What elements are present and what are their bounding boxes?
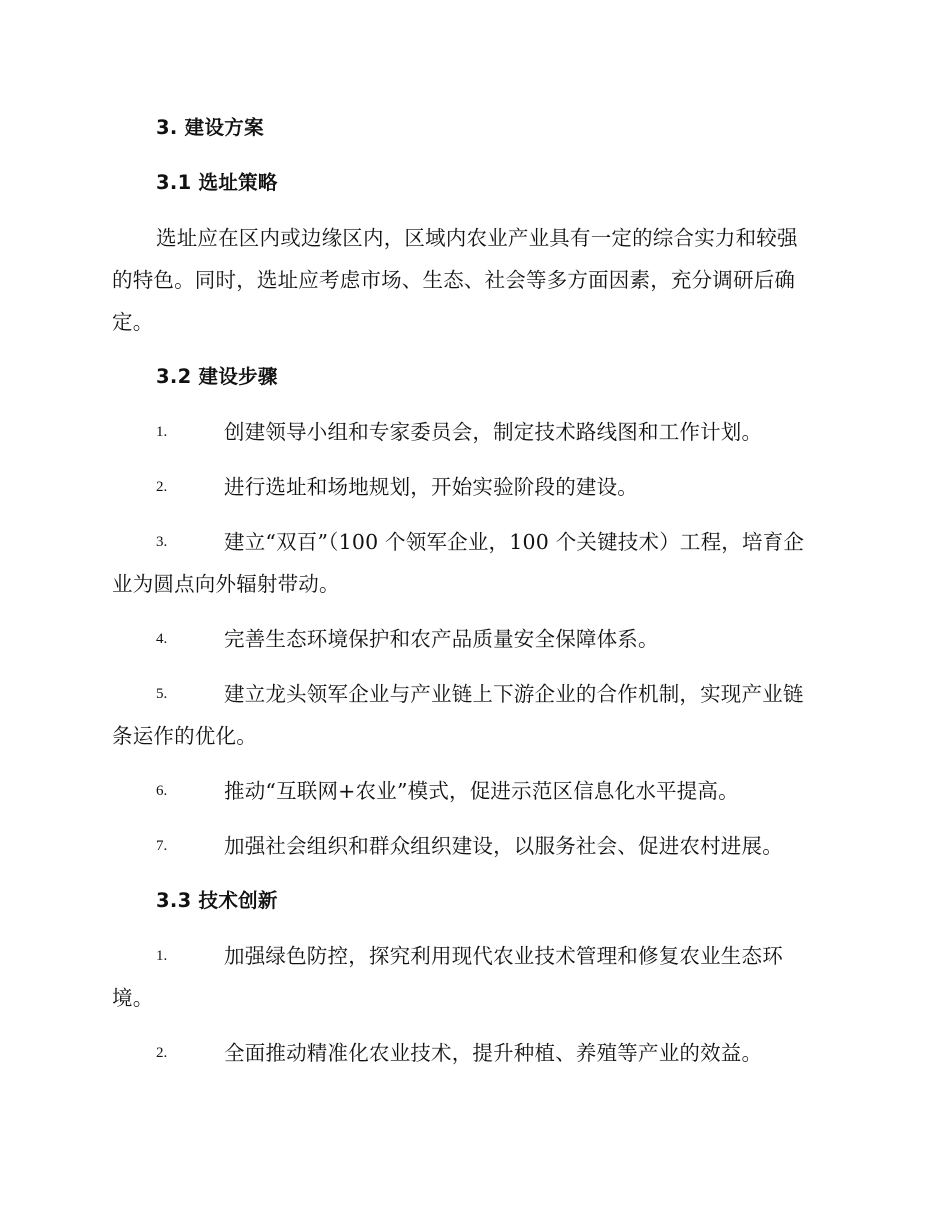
list-number: 3. [156, 534, 168, 550]
list-number: 2. [156, 1045, 168, 1061]
list-item-text: 进行选址和场地规划，开始实验阶段的建设。 [224, 475, 638, 499]
list-number: 1. [156, 948, 168, 964]
list-number: 7. [156, 838, 168, 854]
list-item-text: 全面推动精准化农业技术，提升种植、养殖等产业的效益。 [224, 1041, 763, 1065]
list-number: 5. [156, 686, 168, 702]
paragraph-line: 定。 [112, 310, 154, 334]
list-item-text: 完善生态环境保护和农产品质量安全保障体系。 [224, 627, 659, 651]
paragraph-line: 选址应在区内或边缘区内，区域内农业产业具有一定的综合实力和较强 [156, 226, 798, 250]
subsection-heading: 3.3 技术创新 [156, 889, 278, 912]
subsection-heading: 3.2 建设步骤 [156, 365, 278, 388]
list-number: 4. [156, 631, 168, 647]
list-item-text: 业为圆点向外辐射带动。 [112, 572, 340, 596]
section-heading: 3. 建设方案 [156, 116, 264, 139]
subsection-heading: 3.1 选址策略 [156, 171, 278, 194]
list-number: 1. [156, 424, 168, 440]
list-number: 2. [156, 479, 168, 495]
list-item-text: 加强社会组织和群众组织建设，以服务社会、促进农村进展。 [224, 834, 783, 858]
list-item-text: 境。 [112, 986, 154, 1010]
list-item-text: 建立龙头领军企业与产业链上下游企业的合作机制，实现产业链 [224, 682, 804, 706]
list-item-text: 建立“双百”（100 个领军企业，100 个关键技术）工程，培育企 [224, 530, 805, 554]
paragraph-line: 的特色。同时，选址应考虑市场、生态、社会等多方面因素，充分调研后确 [112, 268, 796, 292]
list-item-text: 创建领导小组和专家委员会，制定技术路线图和工作计划。 [224, 420, 763, 444]
list-item-text: 加强绿色防控，探究利用现代农业技术管理和修复农业生态环 [224, 944, 783, 968]
list-item-text: 条运作的优化。 [112, 724, 257, 748]
list-item-text: 推动“互联网+农业”模式，促进示范区信息化水平提高。 [224, 779, 739, 803]
list-number: 6. [156, 783, 168, 799]
